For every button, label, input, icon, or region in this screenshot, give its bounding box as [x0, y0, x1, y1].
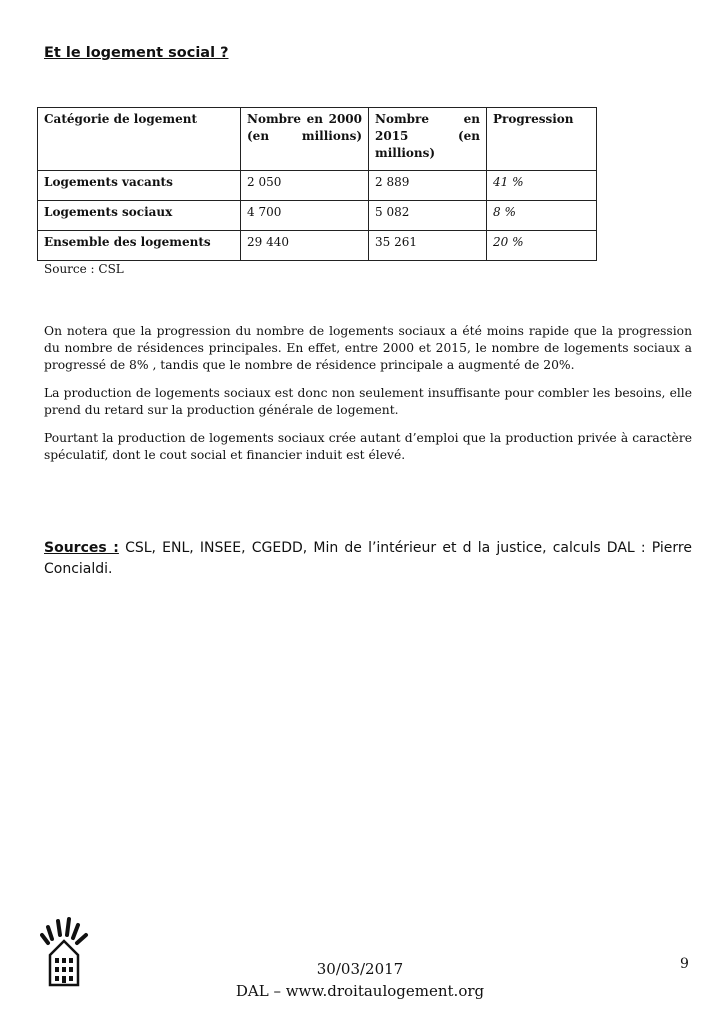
column-header-progression: Progression [487, 108, 597, 171]
body-text [44, 323, 692, 475]
row-value-2000: 2 050 [241, 171, 369, 201]
row-value-2015: 35 261 [369, 231, 487, 261]
footer-site: DAL – www.droitaulogement.org [235, 982, 485, 1000]
page-footer [210, 958, 510, 1002]
sources-label: Sources : [44, 540, 119, 556]
row-progression: 8 % [487, 201, 597, 231]
row-progression: 20 % [487, 231, 597, 261]
column-header-2015-text: Nombre en 2015 (en millions) [375, 112, 480, 160]
house-with-raised-hands-logo [40, 915, 90, 987]
sources-text: CSL, ENL, INSEE, CGEDD, Min de l’intérieur et d la justice, calculs DAL : Pierre Concialdi. [44, 540, 692, 577]
row-value-2000: 4 700 [241, 201, 369, 231]
section-heading: Et le logement social ? [44, 45, 229, 61]
sources-block [44, 538, 692, 580]
row-value-2015: 5 082 [369, 201, 487, 231]
page-number: 9 [680, 956, 689, 972]
table-source-note: Source : CSL [44, 262, 124, 276]
column-header-category: Catégorie de logement [38, 108, 241, 171]
table-row [38, 201, 597, 231]
row-category: Logements vacants [38, 171, 241, 201]
paragraph: Pourtant la production de logements sociaux crée autant d’emploi que la production privée à caractère spéculatif, dont le cout social et financier induit est élevé. [44, 431, 692, 462]
row-category: Logements sociaux [38, 201, 241, 231]
row-value-2000: 29 440 [241, 231, 369, 261]
row-value-2015: 2 889 [369, 171, 487, 201]
footer-date: 30/03/2017 [316, 960, 404, 978]
row-progression: 41 % [487, 171, 597, 201]
paragraph: On notera que la progression du nombre de logements sociaux a été moins rapide que la progression du nombre de résidences principales. En effet, entre 2000 et 2015, le nombre de logements sociaux a progressé de 8% , tandis que le nombre de résidence principale a augmenté de 20%. [44, 324, 692, 372]
table-row [38, 231, 597, 261]
column-header-2000-text: Nombre en 2000 (en millions) [247, 112, 362, 143]
housing-table [37, 107, 597, 261]
column-header-2015 [369, 108, 487, 171]
table-header-row [38, 108, 597, 171]
table-row [38, 171, 597, 201]
paragraph: La production de logements sociaux est donc non seulement insuffisante pour combler les besoins, elle prend du retard sur la production générale de logement. [44, 386, 692, 417]
row-category: Ensemble des logements [38, 231, 241, 261]
column-header-2000 [241, 108, 369, 171]
